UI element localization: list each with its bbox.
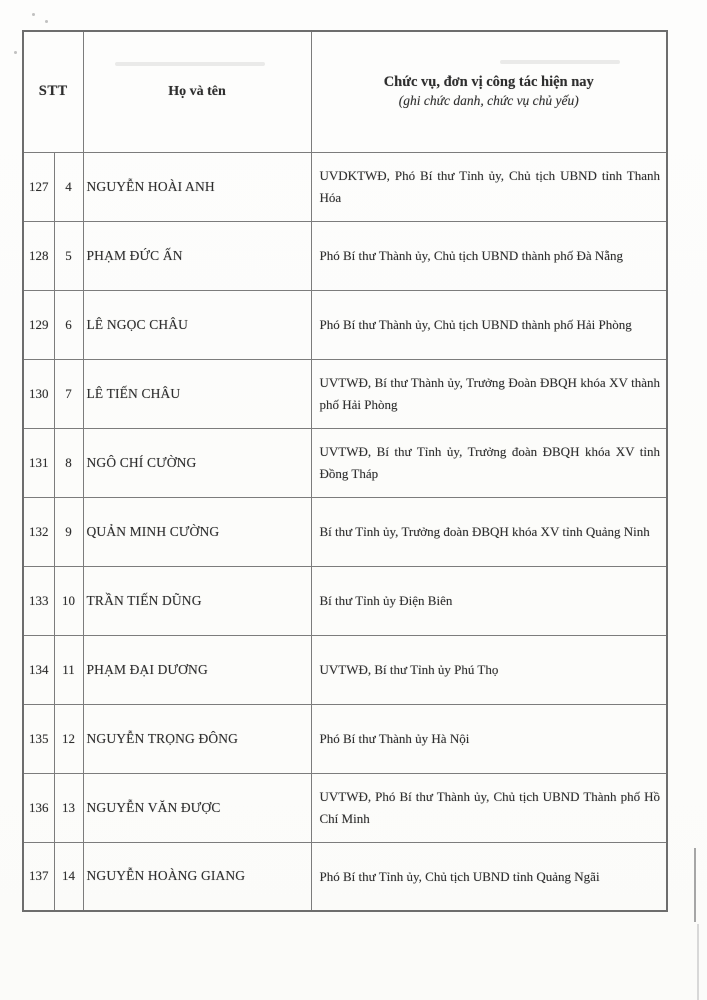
row-number-cell: 132 [23, 497, 54, 566]
header-position [311, 31, 667, 152]
row-number-cell: 129 [23, 290, 54, 359]
row-subnumber-cell: 13 [54, 773, 83, 842]
row-number-cell: 135 [23, 704, 54, 773]
row-subnumber-cell: 5 [54, 221, 83, 290]
table-body [23, 152, 667, 911]
row-number-cell: 134 [23, 635, 54, 704]
person-name-cell: LÊ NGỌC CHÂU [83, 290, 311, 359]
scan-speckle [32, 13, 35, 16]
officials-table [22, 30, 668, 912]
position-cell: Bí thư Tỉnh ủy Điện Biên [311, 566, 667, 635]
header-name: Họ và tên [83, 31, 311, 152]
table-row [23, 221, 667, 290]
position-cell: Phó Bí thư Thành ủy Hà Nội [311, 704, 667, 773]
position-cell: UVTWĐ, Bí thư Tỉnh ủy Phú Thọ [311, 635, 667, 704]
table-row [23, 773, 667, 842]
row-subnumber-cell: 9 [54, 497, 83, 566]
row-subnumber-cell: 8 [54, 428, 83, 497]
row-number-cell: 130 [23, 359, 54, 428]
person-name-cell: LÊ TIẾN CHÂU [83, 359, 311, 428]
position-cell: UVTWĐ, Phó Bí thư Thành ủy, Chủ tịch UBND Thành phố Hồ Chí Minh [311, 773, 667, 842]
position-cell: UVTWĐ, Bí thư Tỉnh ủy, Trưởng đoàn ĐBQH khóa XV tỉnh Đồng Tháp [311, 428, 667, 497]
scan-edge-artifact [694, 848, 696, 922]
table-row [23, 152, 667, 221]
person-name-cell: QUẢN MINH CƯỜNG [83, 497, 311, 566]
table-row [23, 290, 667, 359]
person-name-cell: NGUYỄN TRỌNG ĐÔNG [83, 704, 311, 773]
person-name-cell: TRẦN TIẾN DŨNG [83, 566, 311, 635]
table-row [23, 842, 667, 911]
position-cell: Phó Bí thư Thành ủy, Chủ tịch UBND thành phố Hải Phòng [311, 290, 667, 359]
scan-edge-artifact [697, 924, 699, 1000]
table-header [23, 31, 667, 152]
table-row [23, 497, 667, 566]
row-number-cell: 131 [23, 428, 54, 497]
header-row [23, 31, 667, 152]
position-cell: UVDKTWĐ, Phó Bí thư Tỉnh ủy, Chủ tịch UBND tỉnh Thanh Hóa [311, 152, 667, 221]
table-row [23, 635, 667, 704]
row-subnumber-cell: 10 [54, 566, 83, 635]
position-cell: UVTWĐ, Bí thư Thành ủy, Trưởng Đoàn ĐBQH khóa XV thành phố Hải Phòng [311, 359, 667, 428]
position-cell: Phó Bí thư Thành ủy, Chủ tịch UBND thành phố Đà Nẵng [311, 221, 667, 290]
header-position-subtitle: (ghi chức danh, chức vụ chủ yếu) [398, 93, 579, 109]
scan-speckle [45, 20, 48, 23]
table-row [23, 704, 667, 773]
row-subnumber-cell: 12 [54, 704, 83, 773]
position-cell: Phó Bí thư Tỉnh ủy, Chủ tịch UBND tỉnh Quảng Ngãi [311, 842, 667, 911]
row-subnumber-cell: 11 [54, 635, 83, 704]
table-row [23, 359, 667, 428]
row-subnumber-cell: 4 [54, 152, 83, 221]
row-subnumber-cell: 7 [54, 359, 83, 428]
position-cell: Bí thư Tỉnh ủy, Trưởng đoàn ĐBQH khóa XV tỉnh Quảng Ninh [311, 497, 667, 566]
person-name-cell: NGUYỄN HOÀNG GIANG [83, 842, 311, 911]
row-number-cell: 127 [23, 152, 54, 221]
scan-speckle [14, 51, 17, 54]
person-name-cell: NGÔ CHÍ CƯỜNG [83, 428, 311, 497]
row-subnumber-cell: 14 [54, 842, 83, 911]
row-number-cell: 128 [23, 221, 54, 290]
table-row [23, 566, 667, 635]
person-name-cell: PHẠM ĐẠI DƯƠNG [83, 635, 311, 704]
row-number-cell: 136 [23, 773, 54, 842]
person-name-cell: NGUYỄN HOÀI ANH [83, 152, 311, 221]
table-row [23, 428, 667, 497]
row-number-cell: 137 [23, 842, 54, 911]
row-number-cell: 133 [23, 566, 54, 635]
person-name-cell: NGUYỄN VĂN ĐƯỢC [83, 773, 311, 842]
person-name-cell: PHẠM ĐỨC ẤN [83, 221, 311, 290]
header-stt: STT [23, 31, 83, 152]
header-position-title: Chức vụ, đơn vị công tác hiện nay [383, 74, 594, 91]
row-subnumber-cell: 6 [54, 290, 83, 359]
